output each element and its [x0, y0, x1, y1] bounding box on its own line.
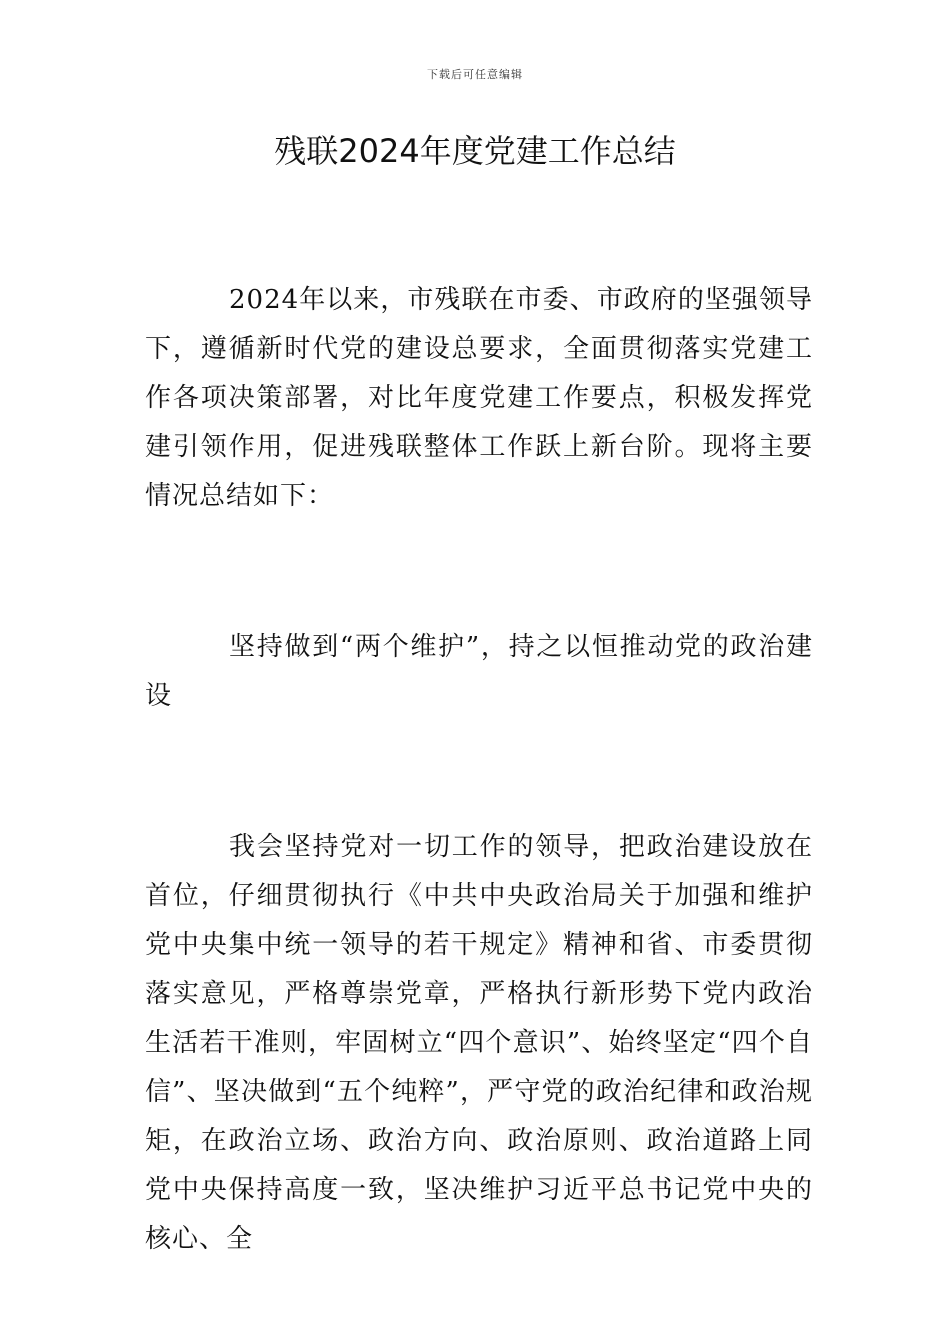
header-note: 下载后可任意编辑 — [427, 68, 523, 81]
intro-paragraph: 2024年以来，市残联在市委、市政府的坚强领导下，遵循新时代党的建设总要求，全面贯彻落实党建工作各项决策部署，对比年度党建工作要点，积极发挥党建引领作用，促进残联整体工作跃上新台阶。现将主要情况总结如下： — [145, 285, 813, 511]
section-heading: 坚持做到“两个维护”，持之以恒推动党的政治建设 — [145, 632, 813, 711]
body-paragraph: 我会坚持党对一切工作的领导，把政治建设放在首位，仔细贯彻执行《中共中央政治局关于加强和维护党中央集中统一领导的若干规定》精神和省、市委贯彻落实意见，严格尊崇党章，严格执行新形势下党内政治生活若干准则，牢固树立“四个意识”、始终坚定“四个自信”、坚决做到“五个纯粹”，严守党的政治纪律和政治规矩，在政治立场、政治方向、政治原则、政治道路上同党中央保持高度一致，坚决维护习近平总书记党中央的核心、全 — [145, 832, 813, 1254]
document-title: 残联2024年度党建工作总结 — [274, 132, 676, 170]
